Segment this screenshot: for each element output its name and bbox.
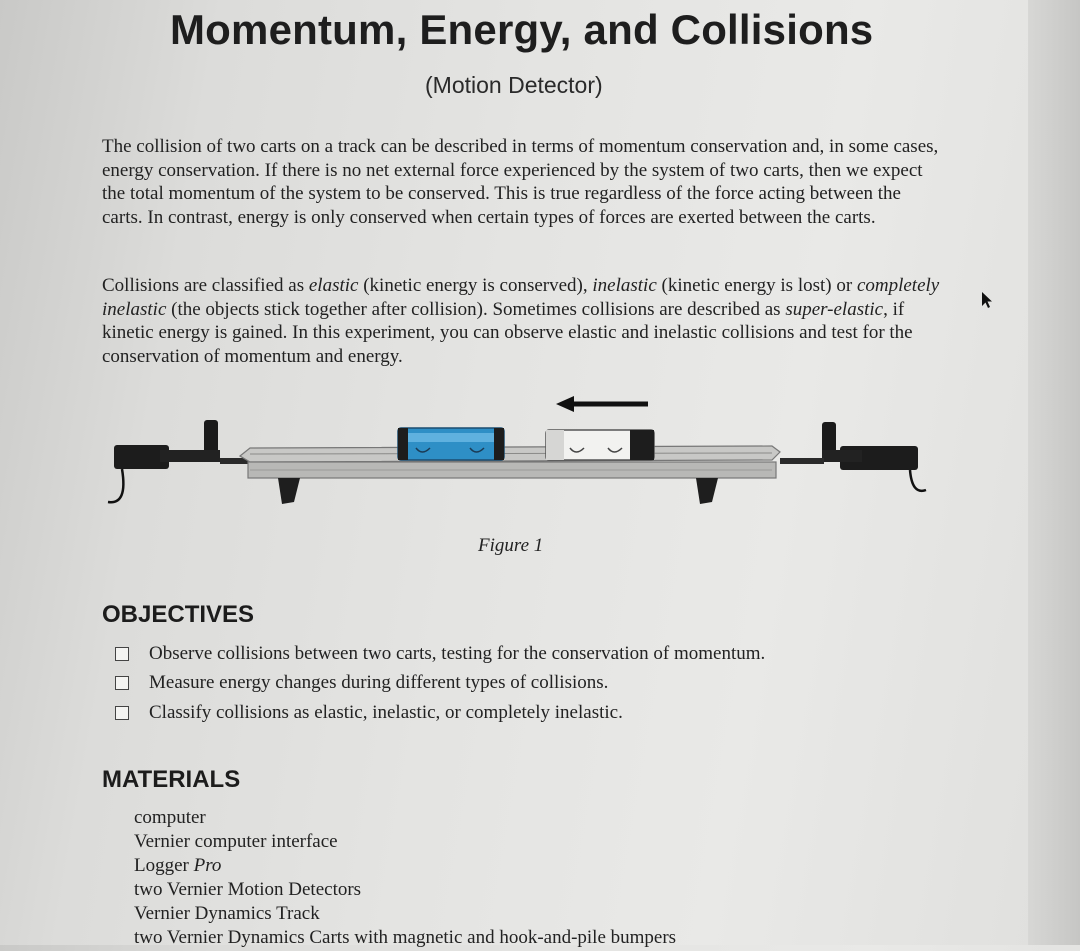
monitor-edge (1028, 0, 1080, 945)
checkbox-icon (115, 647, 129, 661)
term-elastic: elastic (308, 275, 359, 296)
material-emphasis: Pro (193, 855, 222, 876)
dynamics-track (240, 446, 780, 504)
classification-paragraph (102, 274, 942, 368)
text-run: Collisions are classified as (102, 275, 309, 296)
term-super-elastic: super-elastic (785, 298, 884, 320)
text-run: (kinetic energy is conserved), (358, 275, 593, 296)
objective-text: Observe collisions between two carts, testing for the conservation of momentum. (149, 642, 766, 664)
term-completely-inelastic: completely inelastic (102, 275, 940, 320)
right-motion-detector (780, 422, 926, 491)
objective-item (115, 639, 765, 669)
checkbox-icon (115, 706, 129, 720)
objective-item (115, 698, 765, 728)
mouse-cursor-icon (980, 291, 994, 309)
checkbox-icon (115, 676, 129, 690)
objectives-list (115, 639, 765, 728)
left-motion-detector (108, 420, 250, 502)
motion-arrow-icon (556, 396, 648, 412)
text-run: (kinetic energy is lost) or (656, 275, 857, 296)
objectives-heading: OBJECTIVES (102, 601, 255, 628)
objective-item (115, 669, 765, 699)
material-item (134, 855, 676, 879)
figure-carts-on-track (100, 390, 930, 530)
materials-list (134, 807, 676, 951)
document-title: Momentum, Energy, and Collisions (170, 6, 874, 53)
material-item: two Vernier Motion Detectors (134, 879, 362, 900)
document-subtitle: (Motion Detector) (425, 72, 603, 98)
text-run: , if kinetic energy is gained. In this experiment, you can observe elastic and inelastic collisions and test for the conservation of momentum and energy. (102, 298, 913, 367)
figure-caption: Figure 1 (478, 535, 544, 556)
term-inelastic: inelastic (592, 275, 657, 296)
material-text: Logger (134, 855, 194, 876)
blue-cart (398, 428, 504, 460)
material-item: Vernier computer interface (134, 831, 338, 852)
white-cart (546, 430, 654, 460)
material-item: computer (134, 807, 206, 828)
objective-text: Measure energy changes during different types of collisions. (149, 672, 609, 694)
materials-heading: MATERIALS (102, 766, 241, 793)
material-item: Vernier Dynamics Track (134, 903, 320, 924)
objective-text: Classify collisions as elastic, inelastic, or completely inelastic. (149, 701, 623, 723)
material-item: two Vernier Dynamics Carts with magnetic and hook-and-pile bumpers (134, 927, 677, 948)
text-run: (the objects stick together after collision). Sometimes collisions are described as (166, 298, 786, 320)
intro-paragraph: The collision of two carts on a track can be described in terms of momentum conservation and, in some cases, energy conservation. If there is no net external force experienced by the system of two carts, then we expect the total momentum of the system to be conserved. This is true regardless of the force acting between the carts. In contrast, energy is only conserved when certain types of forces are exerted between the carts. (102, 136, 939, 228)
